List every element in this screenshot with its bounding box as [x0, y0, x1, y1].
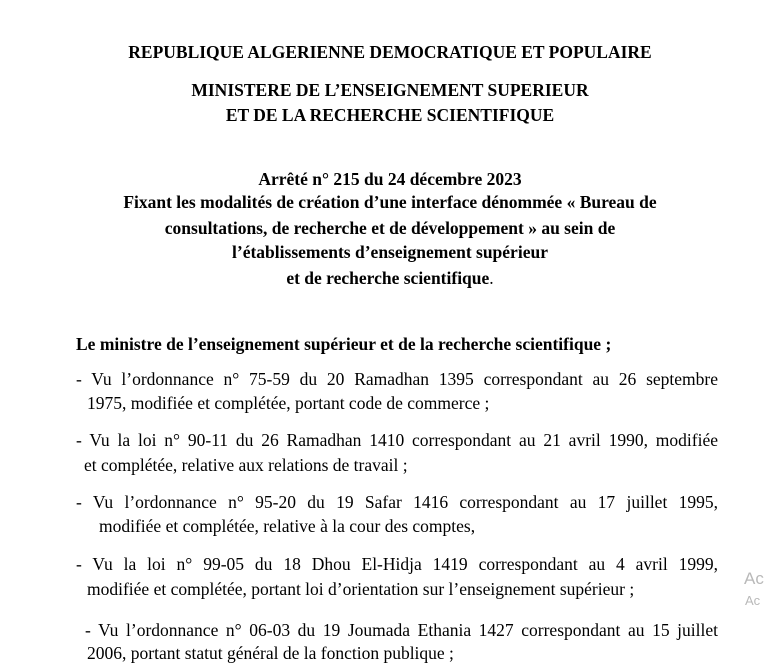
visa-1-line2: 1975, modifiée et complétée, portant code de commerce ; [87, 393, 490, 413]
visa-2-line1: - Vu la loi n° 90-11 du 26 Ramadhan 1410 correspondant au 21 avril 1990, modifiée [76, 430, 718, 450]
visa-1-line1: - Vu l’ordonnance n° 75-59 du 20 Ramadhan 1395 correspondant au 26 septembre [76, 369, 718, 389]
decree-subject-line2: consultations, de recherche et de développement » au sein de [164, 218, 616, 238]
decree-subject-line4 [0, 266, 780, 290]
visa-4-line2: modifiée et complétée, portant loi d’orientation sur l’enseignement supérieur ; [87, 579, 635, 599]
visa-5-line2: 2006, portant statut général de la fonction publique ; [87, 643, 454, 663]
decree-subject-end: . [489, 268, 494, 288]
activation-watermark-line2: Ac [745, 593, 761, 608]
decree-title: Arrêté n° 215 du 24 décembre 2023 [258, 169, 522, 189]
decree-subject-line4-text: et de recherche scientifique [286, 268, 490, 288]
visa-5-line1: - Vu l’ordonnance n° 06-03 du 19 Joumada Ethania 1427 correspondant au 15 juillet [85, 620, 718, 640]
ministry-heading-line2: ET DE LA RECHERCHE SCIENTIFIQUE [225, 105, 555, 125]
ministry-heading-line1: MINISTERE DE L’ENSEIGNEMENT SUPERIEUR [191, 80, 589, 100]
visa-3-line1: - Vu l’ordonnance n° 95-20 du 19 Safar 1416 correspondant au 17 juillet 1995, [76, 492, 718, 512]
decree-subject-line1: Fixant les modalités de création d’une interface dénommée « Bureau de [123, 192, 657, 212]
preamble: Le ministre de l’enseignement supérieur et de la recherche scientifique ; [76, 334, 612, 354]
visa-3-line2: modifiée et complétée, relative à la cour des comptes, [99, 516, 476, 536]
visa-4-line1: - Vu la loi n° 99-05 du 18 Dhou El-Hidja 1419 correspondant au 4 avril 1999, [76, 554, 718, 574]
activation-watermark-line1: Ac [744, 569, 764, 588]
republic-heading: REPUBLIQUE ALGERIENNE DEMOCRATIQUE ET POPULAIRE [128, 42, 652, 62]
decree-subject-line3: l’établissements d’enseignement supérieur [232, 242, 548, 262]
visa-2-line2: et complétée, relative aux relations de travail ; [84, 455, 408, 475]
